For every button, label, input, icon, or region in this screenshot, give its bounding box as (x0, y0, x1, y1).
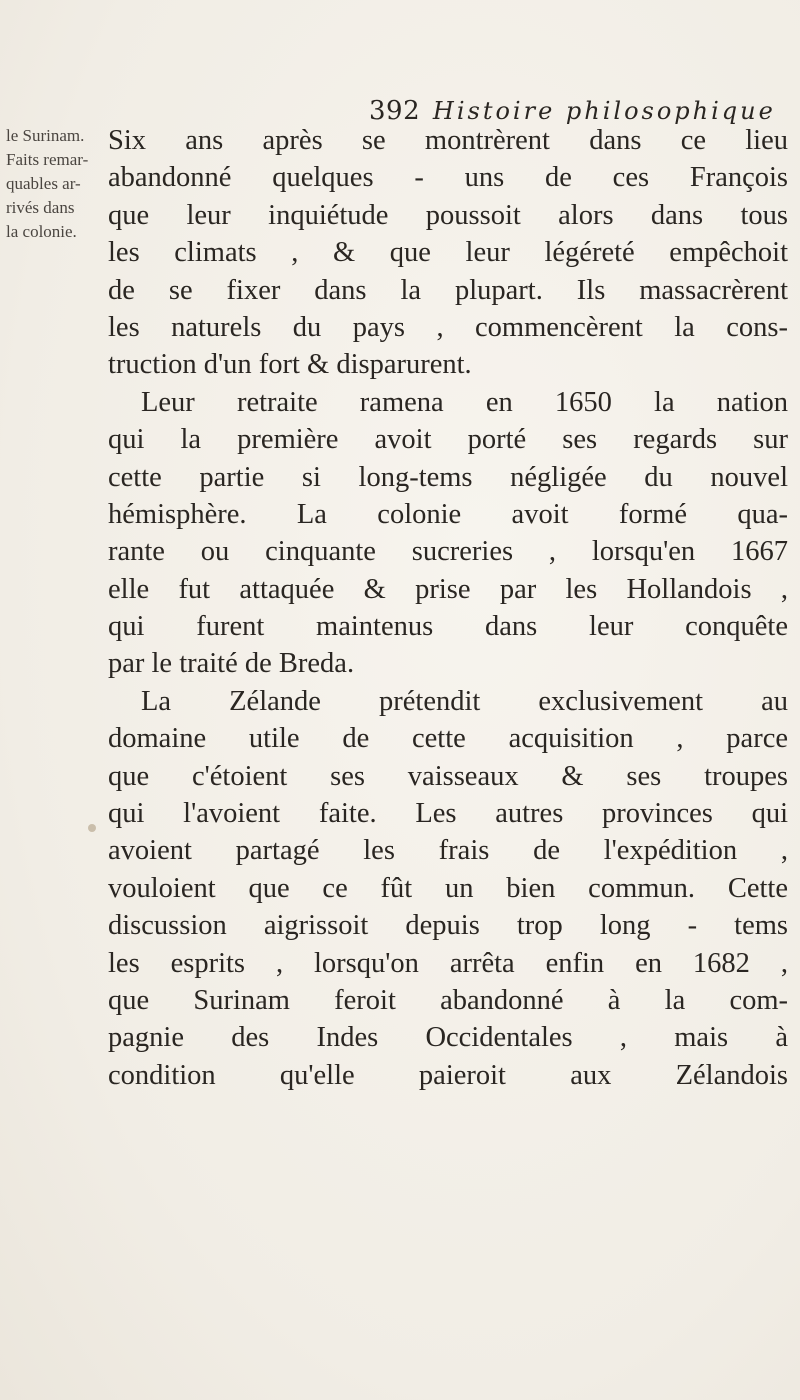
text-line: par le traité de Breda. (108, 648, 355, 680)
margin-note-line: quables ar- (6, 174, 81, 193)
text-line: qui l'avoient faite. Les autres provinces qui (108, 798, 788, 830)
margin-note-line: le Surinam. (6, 126, 85, 145)
margin-note-line: la colonie. (6, 222, 77, 241)
body-text (108, 122, 788, 1094)
text-line: vouloient que ce fût un bien commun. Cette (108, 872, 788, 904)
running-title: Histoire philosophique (432, 97, 776, 125)
text-line: les naturels du pays , commencèrent la cons- (108, 311, 788, 343)
text-line: Leur retraite ramena en 1650 la nation (141, 386, 788, 418)
text-line: truction d'un fort & disparurent. (108, 349, 472, 381)
text-line: hémisphère. La colonie avoit formé qua- (108, 498, 788, 530)
text-line: pagnie des Indes Occidentales , mais à (108, 1022, 788, 1054)
text-line: qui la première avoit porté ses regards sur (108, 424, 788, 456)
text-line: condition qu'elle paieroit aux Zélandois (108, 1059, 788, 1091)
text-line: que leur inquiétude poussoit alors dans tous (108, 199, 788, 231)
text-line: Six ans après se montrèrent dans ce lieu (108, 125, 788, 156)
ink-speck (88, 824, 96, 832)
text-line: les esprits , lorsqu'on arrêta enfin en 1682 , (108, 947, 788, 979)
text-line: discussion aigrissoit depuis trop long - tems (108, 910, 788, 942)
page-number: 392 (369, 96, 421, 126)
text-line: abandonné quelques - uns de ces François (108, 162, 788, 194)
margin-note-line: rivés dans (6, 198, 75, 217)
text-line: que Surinam feroit abandonné à la com- (108, 984, 788, 1016)
margin-note (6, 124, 88, 244)
text-line: les climats , & que leur légéreté empêchoit (108, 237, 788, 269)
text-line: elle fut attaquée & prise par les Hollandois , (108, 573, 788, 605)
text-line: domaine utile de cette acquisition , parce (108, 723, 788, 755)
text-line: que c'étoient ses vaisseaux & ses troupes (108, 760, 788, 792)
text-line: qui furent maintenus dans leur conquête (108, 611, 788, 643)
text-line: avoient partagé les frais de l'expédition , (108, 835, 788, 867)
text-line: La Zélande prétendit exclusivement au (141, 685, 788, 717)
text-line: rante ou cinquante sucreries , lorsqu'en 1667 (108, 536, 788, 568)
text-line: cette partie si long-tems négligée du nouvel (108, 461, 788, 493)
text-line: de se fixer dans la plupart. Ils massacrèrent (108, 274, 788, 306)
margin-note-line: Faits remar- (6, 150, 89, 169)
